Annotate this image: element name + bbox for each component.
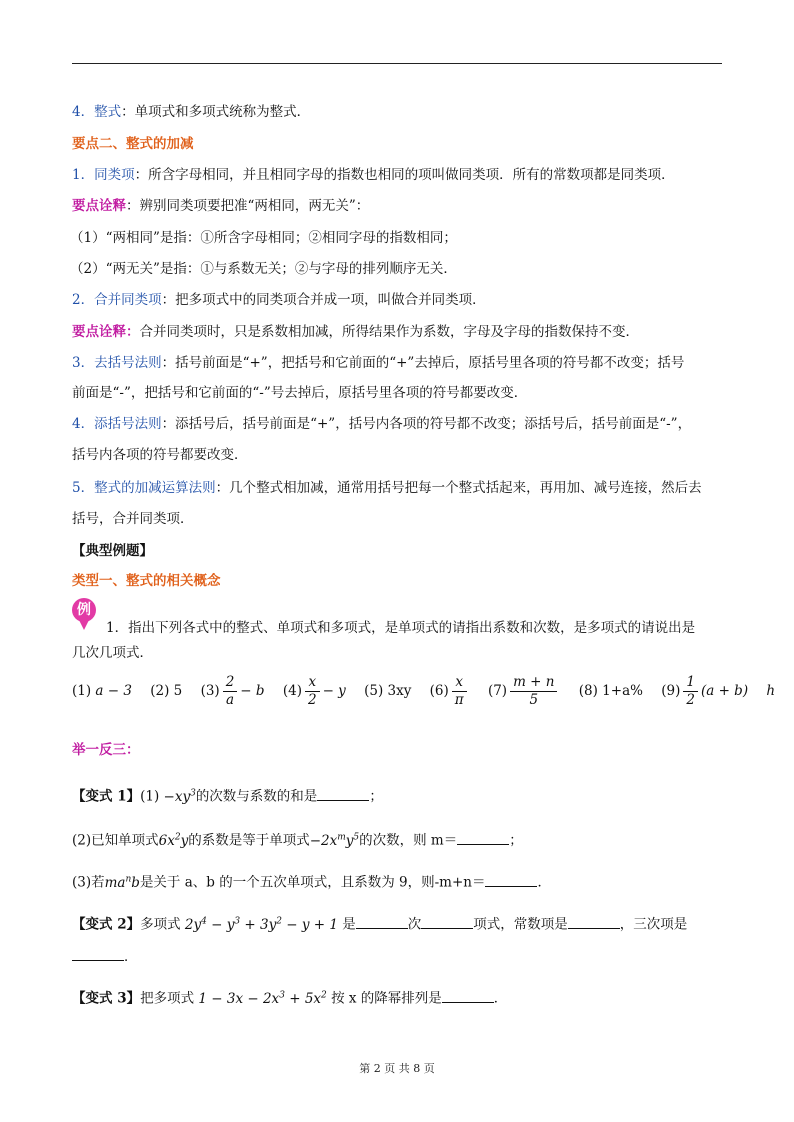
expression-list xyxy=(72,672,789,709)
answer-blank[interactable] xyxy=(317,786,369,801)
fraction xyxy=(683,674,698,709)
item-text: ：把多项式中的同类项合并成一项，叫做合并同类项． xyxy=(161,292,486,308)
variant-text: 的系数是等于单项式 xyxy=(188,832,310,849)
variant-text: 多项式 xyxy=(140,916,181,933)
answer-blank[interactable] xyxy=(457,830,509,845)
denominator: 5 xyxy=(529,691,539,708)
numerator: 2 xyxy=(223,674,238,692)
expr-4 xyxy=(283,673,346,709)
expr-label: (1) xyxy=(72,682,92,699)
note-text: 合并同类项时，只是系数相加减，所得结果作为系数，字母及字母的指数保持不变． xyxy=(139,324,639,340)
variant-text: 的次数与系数的和是 xyxy=(195,788,318,805)
expr-9 xyxy=(661,673,748,709)
point-4-cont: 括号内各项的符号都要改变． xyxy=(72,447,248,463)
fraction xyxy=(223,674,238,709)
page-footer: 第 2 页 共 8 页 xyxy=(359,1062,435,1075)
variant-label: 【变式 2】 xyxy=(72,916,141,933)
variant-text: ； xyxy=(509,832,523,849)
numerator: x xyxy=(305,674,320,692)
variant-1-3 xyxy=(72,869,551,893)
example-icon xyxy=(72,598,98,632)
expr-h: h xyxy=(766,682,776,699)
variant-text: 把多项式 xyxy=(140,990,195,1007)
point-3 xyxy=(72,353,684,373)
expr-7 xyxy=(488,673,561,709)
point-4 xyxy=(72,414,691,434)
denominator: 2 xyxy=(686,691,695,708)
example-1-text: 1．指出下列各式中的整式、单项式和多项式，是单项式的请指出系数和次数，是多项式的请说出是 xyxy=(106,620,696,636)
fraction xyxy=(510,674,557,709)
item-number: 2． xyxy=(72,292,95,308)
expr-2: (2) 5 xyxy=(150,682,183,699)
type-title: 类型一、整式的相关概念 xyxy=(72,573,221,589)
variant-text: 项式，常数项是 xyxy=(473,916,568,933)
note-label: 要点诠释 xyxy=(72,198,126,214)
expr-tail: − y xyxy=(322,682,346,699)
expr-tail: − b xyxy=(240,682,265,699)
variant-2-cont xyxy=(72,946,138,967)
note-1 xyxy=(72,196,369,216)
variant-text: (2)已知单项式 xyxy=(72,832,159,849)
math-expr: $-xy^3$ xyxy=(163,788,196,805)
examples-title: 【典型例题】 xyxy=(72,543,153,559)
math-expr: $6x^2y$ xyxy=(158,832,189,849)
term: 同类项 xyxy=(94,167,135,183)
expr-label: (7) xyxy=(487,682,508,699)
answer-blank[interactable] xyxy=(442,988,494,1003)
item-number: 4． xyxy=(72,416,95,432)
expr-label: (4) xyxy=(282,682,302,699)
item-text: ：添括号后，括号前面是“+”，括号内各项的符号都不改变；添括号后，括号前面是“-”， xyxy=(161,416,692,432)
item-number: 5． xyxy=(72,480,95,496)
variant-text: ，三次项是 xyxy=(619,916,688,933)
item-text: ：所含字母相同，并且相同字母的指数也相同的项叫做同类项．所有的常数项都是同类项． xyxy=(134,167,675,183)
fraction xyxy=(305,674,320,709)
variant-text: ． xyxy=(493,990,508,1007)
point-5 xyxy=(72,478,702,498)
item-number: 4． xyxy=(72,104,95,120)
note-2 xyxy=(72,322,639,342)
fraction xyxy=(452,674,467,709)
numerator: 1 xyxy=(683,674,698,692)
denominator: 2 xyxy=(307,691,317,708)
expr-label: (6) xyxy=(429,682,449,699)
section-title: 要点二、整式的加减 xyxy=(72,136,194,152)
variant-3 xyxy=(72,985,507,1009)
math-expr: $1 - 3x - 2x^3 + 5x^2$ xyxy=(198,990,327,1007)
expr-8: (8) 1+a% xyxy=(578,682,643,699)
expr-5: (5) 3xy xyxy=(364,682,412,699)
variant-1-2 xyxy=(72,827,523,851)
variant-text: 按 x 的降幂排列是 xyxy=(331,990,442,1007)
denominator: π xyxy=(454,691,464,708)
item-number: 3． xyxy=(72,355,95,371)
point-5-cont: 括号，合并同类项． xyxy=(72,511,194,527)
expr-3 xyxy=(201,673,265,709)
example-badge-tail xyxy=(78,618,90,630)
expr-1 xyxy=(72,673,132,709)
note-1-a: （1）“两相同”是指：①所含字母相同；②相同字母的指数相同； xyxy=(70,230,457,246)
note-text: ：辨别同类项要把准“两相同，两无关”： xyxy=(126,198,370,214)
variant-text: 的次数，则 m＝ xyxy=(359,832,458,849)
expr-tail: (a + b) xyxy=(700,682,749,699)
numerator: m + n xyxy=(510,674,557,692)
answer-blank[interactable] xyxy=(356,914,408,929)
variant-text: ． xyxy=(537,874,551,891)
variant-text: (1) xyxy=(140,788,160,805)
header-rule xyxy=(72,63,722,64)
denominator: a xyxy=(225,691,235,708)
expr-body: a − 3 xyxy=(95,682,132,699)
variant-label: 【变式 3】 xyxy=(72,990,141,1007)
example-badge: 例 xyxy=(72,598,96,622)
variant-text: (3)若 xyxy=(72,874,105,891)
item-text: ：单项式和多项式统称为整式． xyxy=(121,104,311,120)
item-number: 1． xyxy=(72,167,95,183)
point-3-cont: 前面是“-”，把括号和它前面的“-”号去掉后，原括号里各项的符号都要改变． xyxy=(72,385,528,401)
note-label: 要点诠释： xyxy=(72,324,140,340)
math-expr: $ma^nb$ xyxy=(104,874,140,891)
term: 整式的加减运算法则 xyxy=(94,480,216,496)
math-expr: $2y^4 - y^3 + 3y^2 - y + 1$ xyxy=(184,916,338,933)
variant-text: 次 xyxy=(407,916,422,933)
note-1-b: （2）“两无关”是指：①与系数无关；②与字母的排列顺序无关． xyxy=(70,261,457,277)
variant-text: 是关于 a、b 的一个五次单项式，且系数为 9，则-m+n＝ xyxy=(139,874,486,891)
variant-text: ． xyxy=(124,949,138,965)
variant-label: 【变式 1】 xyxy=(72,788,141,805)
point-1 xyxy=(72,165,675,185)
term: 合并同类项 xyxy=(94,292,162,308)
item-text: ：几个整式相加减，通常用括号把每一个整式括起来，再用加、减号连接，然后去 xyxy=(215,480,702,496)
answer-blank[interactable] xyxy=(421,914,473,929)
expr-label: (9) xyxy=(661,682,681,699)
example-1-text-cont: 几次几项式． xyxy=(72,645,153,661)
variant-1 xyxy=(72,783,383,807)
item-text: ：括号前面是“+”，把括号和它前面的“+”去掉后，原括号里各项的符号都不改变；括号 xyxy=(161,355,685,371)
practice-title: 举一反三： xyxy=(72,742,140,758)
variant-text: 是 xyxy=(342,916,356,933)
answer-blank[interactable] xyxy=(485,872,537,887)
term: 添括号法则 xyxy=(94,416,162,432)
answer-blank[interactable] xyxy=(72,946,124,961)
point-2 xyxy=(72,290,486,310)
expr-label: (3) xyxy=(200,682,220,699)
variant-2 xyxy=(72,911,687,935)
variant-text: ； xyxy=(369,788,383,805)
numerator: x xyxy=(452,674,467,692)
expr-6 xyxy=(430,673,470,709)
term: 去括号法则 xyxy=(94,355,162,371)
math-expr: $-2x^my^5$ xyxy=(309,832,360,849)
term: 整式 xyxy=(94,104,122,120)
answer-blank[interactable] xyxy=(568,914,620,929)
item-4 xyxy=(72,102,310,122)
